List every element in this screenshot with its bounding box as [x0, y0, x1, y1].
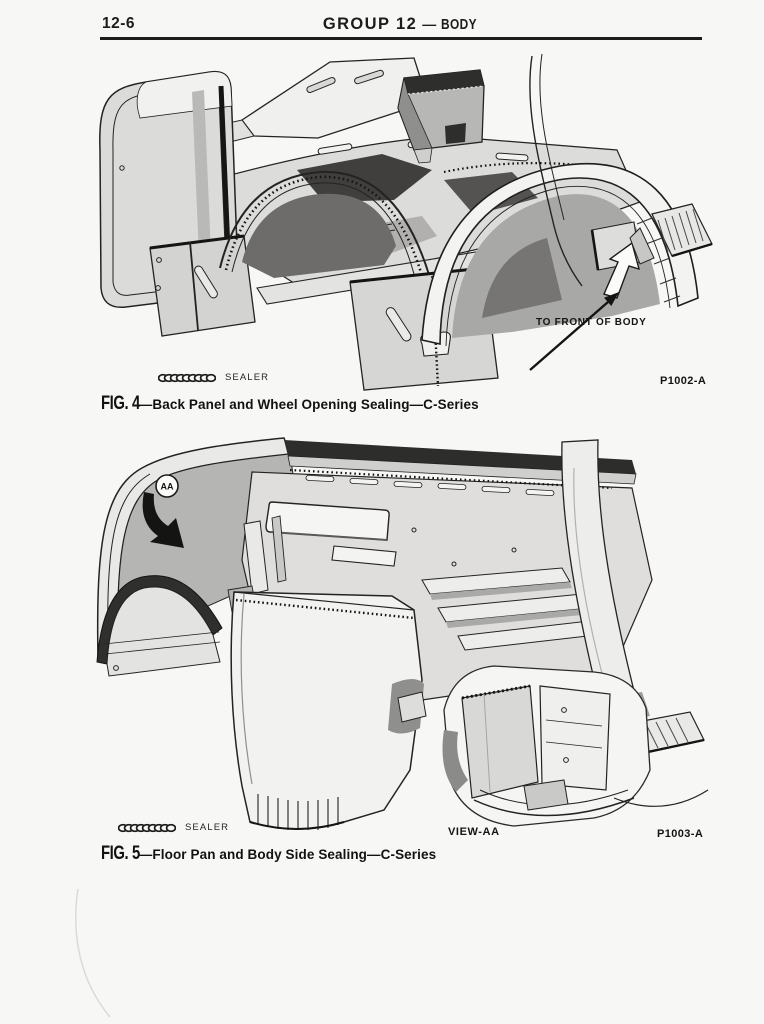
sealer-chain-icon	[158, 373, 216, 383]
header-group-label: GROUP 12	[322, 15, 418, 33]
header-section-label: BODY	[441, 17, 478, 33]
figure4-illustration	[92, 48, 714, 392]
fig5-view-label: VIEW-AA	[448, 826, 500, 838]
fig4-right-sill-plate	[630, 204, 712, 264]
page-number: 12-6	[102, 15, 136, 32]
fig4-front-annotation: TO FRONT OF BODY	[536, 317, 647, 328]
header-rule	[100, 37, 702, 40]
fig5-caption	[101, 843, 436, 865]
fig5-view-aa-inset	[443, 666, 651, 826]
fig5-sealer-legend	[118, 822, 229, 833]
scan-artifact-mark	[68, 885, 118, 1024]
fig4-caption-title: —Back Panel and Wheel Opening Sealing—C-Series	[138, 397, 479, 412]
fig4-caption-number: FIG. 4	[101, 393, 140, 414]
figure5-illustration	[92, 428, 714, 830]
fig4-sealer-label: SEALER	[225, 372, 270, 383]
fig4-left-quarter-panel	[150, 236, 255, 336]
header-separator: —	[422, 16, 437, 32]
sealer-chain-icon	[118, 823, 176, 833]
fig5-part-code: P1003-A	[657, 828, 704, 840]
fig4-part-code: P1002-A	[660, 375, 707, 387]
page-header	[22, 15, 764, 34]
fig5-sealer-label: SEALER	[185, 822, 230, 833]
fig5-center-quarter-panel	[231, 592, 426, 830]
fig4-top-lid	[206, 58, 428, 146]
view-aa-marker-text: AA	[160, 481, 174, 492]
fig4-sealer-legend	[158, 372, 269, 383]
fig4-caption	[101, 393, 479, 415]
fig5-caption-title: —Floor Pan and Body Side Sealing—C-Series	[138, 847, 437, 862]
fig5-caption-number: FIG. 5	[101, 843, 140, 864]
